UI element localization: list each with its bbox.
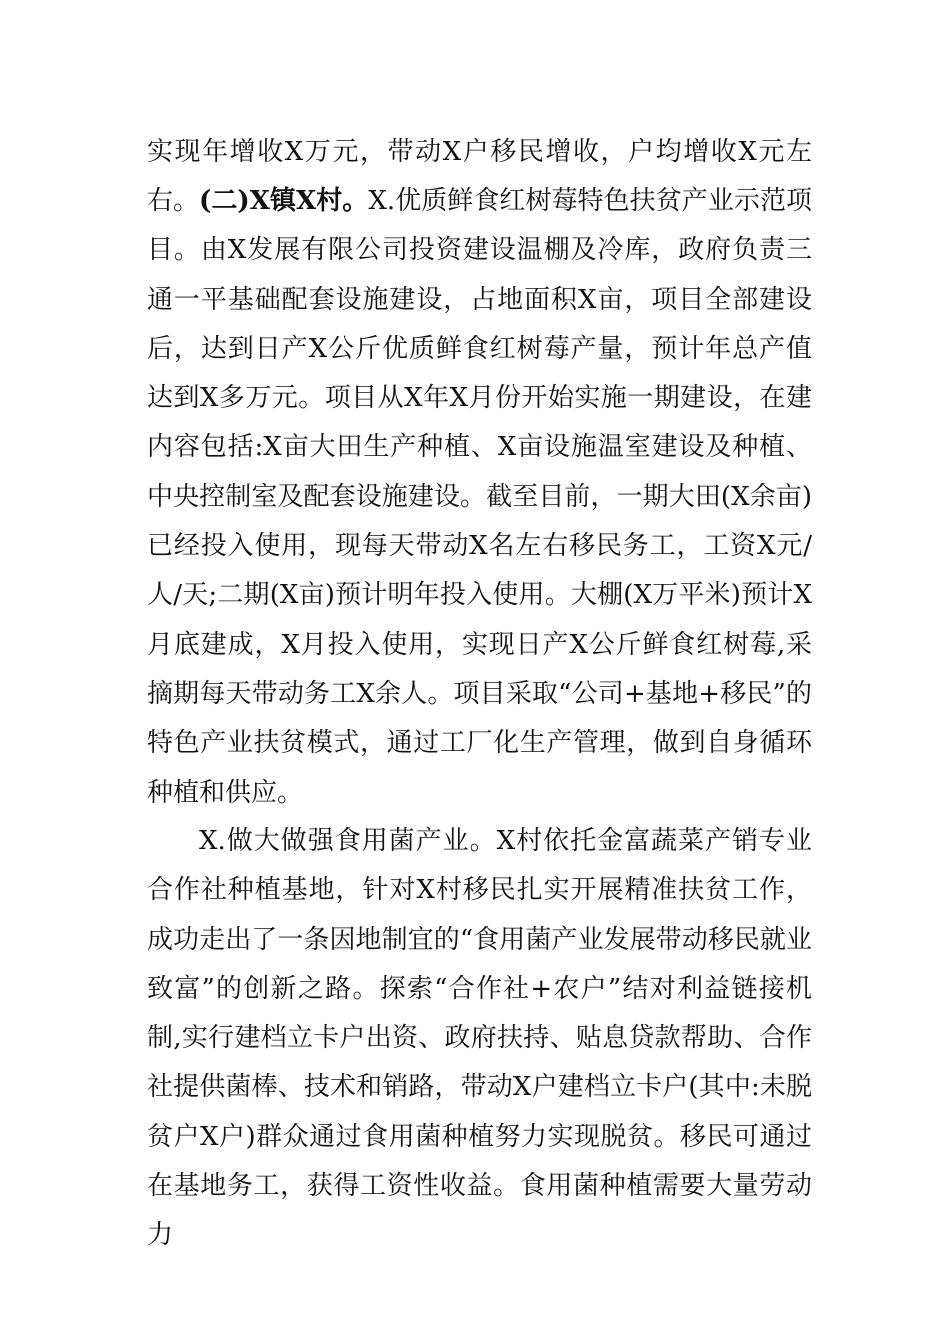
section-heading: (二)X镇X村。 <box>199 186 369 216</box>
section-x-town-x-village <box>147 177 812 818</box>
paragraph-3-text: X.做大做强食用菌产业。X村依托金富蔬菜产销专业合作社种植基地，针对X村移民扎实开展精准扶贫工作，成功走出了一条因地制宜的“食用菌产业发展带动移民就业致富”的创新之路。探索“合作社+农户”结对利益链接机制,实行建档立卡户出资、政府扶持、贴息贷款帮助、合作社提供菌棒、技术和销路，带动X户建档立卡户(其中:未脱贫户X户)群众通过食用菌种植努力实现脱贫。移民可通过在基地务工，获得工资性收益。食用菌种植需要大量劳动力 <box>147 826 812 1251</box>
paragraph-1-text: 实现年增收X万元，带动X户移民增收，户均增收X元左右。 <box>147 137 812 217</box>
paragraph-2 <box>147 177 812 818</box>
paragraph-2-text: X.优质鲜食红树莓特色扶贫产业示范项目。由X发展有限公司投资建设温棚及冷库，政府负责三通一平基础配套设施建设，占地面积X亩，项目全部建设后，达到日产X公斤优质鲜食红树莓产量，预计年总产值达到X多万元。项目从X年X月份开始实施一期建设，在建内容包括:X亩大田生产种植、X亩设施温室建设及种植、中央控制室及配套设施建设。截至目前，一期大田(X余亩)已经投入使用，现每天带动X名左右移民务工，工资X元/人/天;二期(X亩)预计明年投入使用。大棚(X万平米)预计X月底建成，X月投入使用，实现日产X公斤鲜食红树莓,采摘期每天带动务工X余人。项目采取“公司+基地+移民”的特色产业扶贫模式，通过工厂化生产管理，做到自身循环种植和供应。 <box>147 186 812 808</box>
section-edible-fungus <box>147 817 812 1261</box>
paragraph-3 <box>147 817 812 1261</box>
